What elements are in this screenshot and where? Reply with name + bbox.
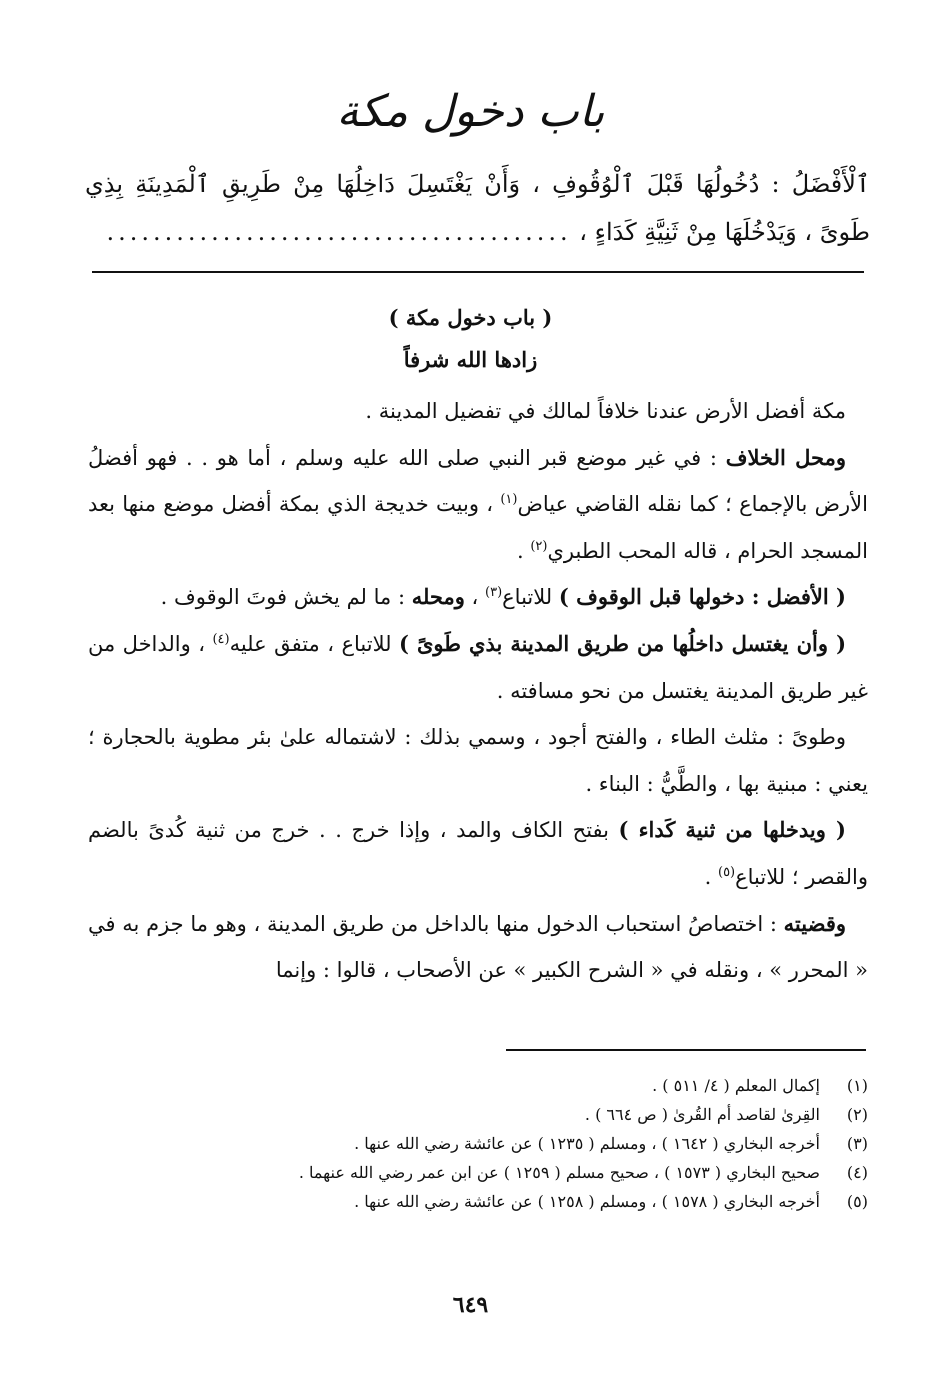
- footnote-text: صحيح البخاري ( ١٥٧٣ ) ، صحيح مسلم ( ١٢٥٩ ) عن ابن عمر رضي الله عنهما .: [298, 1163, 820, 1182]
- bold-run: ومحل الخلاف: [725, 444, 847, 470]
- chapter-title: باب دخول مكة: [336, 86, 605, 137]
- footnote-number: (١): [846, 1076, 868, 1095]
- footnote-number: (٤): [846, 1163, 868, 1182]
- footnote: [120, 1187, 868, 1216]
- bold-run: ( ويدخلها من ثنية كَداء ): [618, 817, 846, 843]
- matn-text: [85, 160, 870, 256]
- text-run: للاتباع ، متفق عليه: [229, 631, 399, 656]
- footnote-ref: (٣): [485, 585, 503, 601]
- commentary-body: [88, 388, 868, 994]
- separator-line: [92, 271, 864, 273]
- text-run: .: [516, 538, 531, 563]
- text-run: : اختصاصُ استحباب الدخول منها بالداخل من طريق المدينة ، وهو ما جزم به في « المحرر » ، ونقله في « الشرح الكبير » عن الأصحاب ، قالوا : وإنما: [88, 911, 868, 983]
- footnote: [120, 1158, 868, 1187]
- footnote-number: (٣): [846, 1134, 868, 1153]
- matn-body: ٱلْأَفْضَلُ : دُخُولُهَا قَبْلَ ٱلْوُقُوفِ ، وَأَنْ يَغْتَسِلَ دَاخِلُهَا مِنْ طَرِيقِ ٱلْمَدِينَةِ بِذِي طَوىً ، وَيَدْخُلَهَا مِنْ ثَنِيَّةِ كَدَاءٍ ،: [85, 170, 870, 246]
- bold-run: وقضيته: [783, 910, 846, 936]
- footnote: [120, 1071, 868, 1100]
- bold-run: ( وأن يغتسل داخلُها من طريق المدينة بذي طَوىً ): [398, 630, 847, 656]
- paragraph: [88, 435, 868, 575]
- text-run: : ما لم يخش فوتَ الوقوف .: [160, 585, 412, 610]
- text-run: : في غير موضع قبر النبي صلى الله عليه وسلم ، أما هو . . فهو أفضلُ الأرض بالإجماع ؛ كما نقله القاضي عياض: [88, 445, 868, 517]
- bold-run: ومحله: [411, 584, 465, 610]
- footnote-number: (٢): [846, 1105, 868, 1124]
- paragraph: [88, 714, 868, 807]
- footnote-text: القِرىٰ لقاصد أم القُرىٰ ( ص ٦٦٤ ) .: [584, 1105, 820, 1124]
- footnote-ref: (١): [500, 492, 518, 508]
- text-run: ، وبيت خديجة الذي بمكة أفضل موضع منها بعد المسجد الحرام ، قاله المحب الطبري: [88, 492, 868, 563]
- footnote-text: أخرجه البخاري ( ١٦٤٢ ) ، ومسلم ( ١٢٣٥ ) عن عائشة رضي الله عنها .: [354, 1134, 820, 1153]
- text-run: ،: [464, 585, 485, 610]
- footnotes: [120, 1071, 868, 1216]
- bold-run: ( الأفضل : دخولها قبل الوقوف ): [558, 584, 846, 610]
- text-run: وطوىً : مثلث الطاء ، والفتح أجود ، وسمي بذلك : لاشتماله علىٰ بئر مطوية بالحجارة ؛ يعني : مبنية بها ، والطَّيُّ : البناء .: [88, 725, 868, 796]
- paragraph: [88, 621, 868, 714]
- paragraph: [88, 574, 868, 621]
- footnote-ref: (٤): [212, 631, 230, 647]
- footnote: [120, 1129, 868, 1158]
- text-run: ، والداخل من غير طريق المدينة يغتسل من نحو مسافته .: [88, 631, 868, 703]
- text-run: بفتح الكاف والمد ، وإذا خرج . . خرج من ثنية كُدىً بالضم والقصر ؛ للاتباع: [88, 818, 868, 889]
- matn-dots: ........................................: [106, 218, 572, 246]
- footnote-ref: (٢): [530, 538, 548, 554]
- footnote: [120, 1100, 868, 1129]
- footnote-number: (٥): [846, 1192, 868, 1211]
- text-run: مكة أفضل الأرض عندنا خلافاً لمالك في تفضيل المدينة .: [365, 399, 846, 423]
- text-run: للاتباع: [502, 585, 559, 610]
- sharh-subheading: زادها الله شرفاً: [403, 347, 538, 372]
- paragraph: [88, 901, 868, 994]
- footnote-text: إكمال المعلم ( ٤/ ٥١١ ) .: [652, 1076, 820, 1095]
- footnote-text: أخرجه البخاري ( ١٥٧٨ ) ، ومسلم ( ١٢٥٨ ) عن عائشة رضي الله عنها .: [354, 1192, 820, 1211]
- page-number: ٦٤٩: [452, 1292, 489, 1318]
- sharh-heading: ( باب دخول مكة ): [388, 305, 553, 330]
- text-run: .: [704, 864, 718, 889]
- paragraph: [88, 807, 868, 900]
- footnote-separator: [506, 1049, 866, 1051]
- footnote-ref: (٥): [717, 864, 736, 880]
- paragraph: [88, 388, 868, 435]
